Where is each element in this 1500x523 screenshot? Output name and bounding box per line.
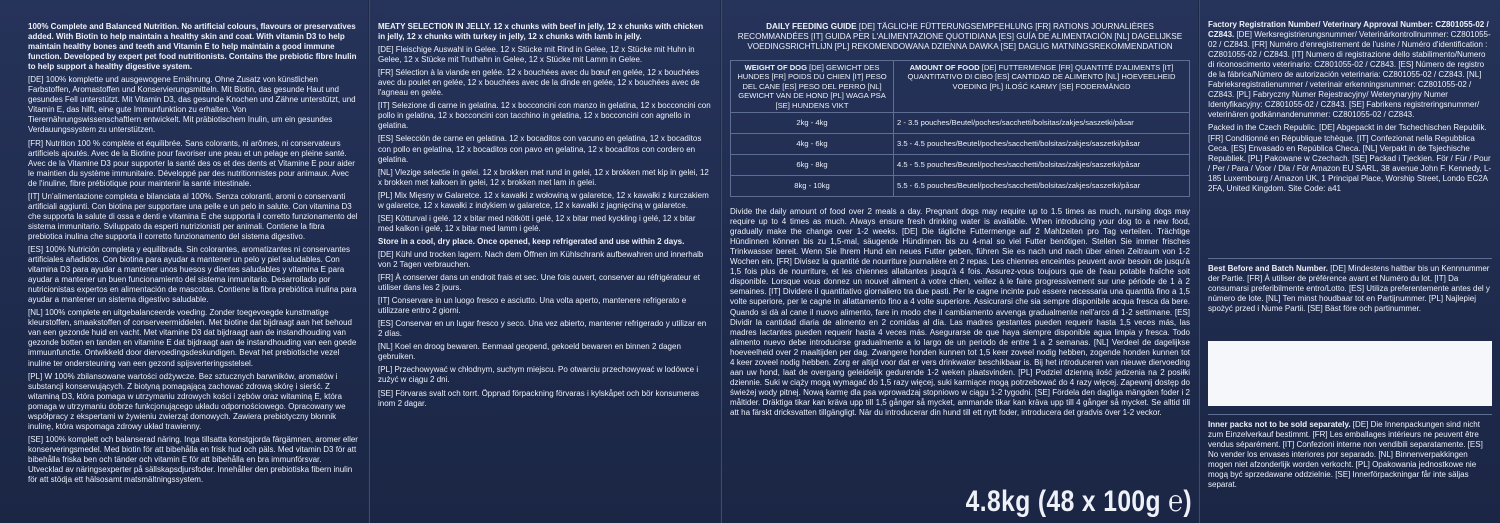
best-before-text: Best Before and Batch Number. [DE] Mindestens haltbar bis un Kennnummer der Partie. [FR] À utiliser de préférence avant et Numéro du lot. [IT] Da consumarsi preferibilmente entro/Lotto. [ES] Utiliza preferentemente antes del y número de lote. [NL] Ten minst houdbaar tot en Partijnummer. [PL] Najlepiej spożyć przed i Nume Partii. [SE] Bäst före och partinummer.	[1208, 264, 1490, 314]
paragraph-text: [ES] 100% Nutrición completa y equilibrada. Sin colorantes, aromatizantes ni conservantes artificiales añadidos. Con biotina para ayudar a mantener un pelo y piel saludables. Con vitamina D3 para ayudar a mantener unos huesos y dientes saludables y vitamina E para ayudar a mantener un buen funcionamiento del sistema inmunitario. Desarrollado por nutricionistas expertos en alimentación de mascotas. Contiene la fibra prebiótica inulina para ayudar a mantener un sistema digestivo saludable.	[28, 244, 357, 305]
paragraph	[378, 101, 712, 131]
paragraph-text: [IT] Conservare in un luogo fresco e asciutto. Una volta aperto, mantenere refrigerato e utilizzare entro 2 giorni.	[378, 296, 687, 316]
paragraph	[378, 68, 712, 98]
paragraph-text: [ES] Conservar en un lugar fresco y seco. Una vez abierto, mantener refrigerado y utilizar en 2 días.	[378, 319, 707, 339]
table-row: 8kg - 10kg 5.5 - 6.5 pouches/Beutel/poches/sacchetti/bolsitas/zakjes/saszetki/påsar	[731, 176, 1190, 197]
paragraph	[378, 45, 712, 65]
paragraph-text: [NL] 100% complete en uitgebalanceerde voeding. Zonder toegevoegde kunstmatige kleurstoffen, smaakstoffen of conserveermiddelen. Met biotine dat bijdraagt aan het behoud van een gezonde huid en vacht. Met vitamine D3 dat bijdraagt aan de instandhouding van gezonde botten en tanden en vitamine E dat bijdraagt aan de instandhouding van een goede immuunfunctie. Ontwikkeld door diervoedingsdeskundigen. Bevat het prebiotische vezel inuline ter ondersteuning van een gezond spijsverteringsstelsel.	[28, 308, 357, 368]
inner-packs-notice: Inner packs not to be sold separately. [DE] Die Innenpackungen sind nicht zum Einzelverkauf bestimmt. [FR] Les emballages intérieurs ne peuvent être vendus séparément. [IT] Confezioni interne non vendibili separatamente. [ES] No vender los envases interiores por separado. [NL] Binnenverpakkingen mogen niet afzonderlijk worden verkocht. [PL] Opakowania jednostkowe nie mogą być sprzedawane oddzielnie. [SE] Innerförpackningar får inte säljas separat.	[1208, 420, 1483, 490]
paragraph	[378, 319, 712, 339]
selection-panel	[370, 0, 720, 523]
paragraph-text: [DE] 100% komplette und ausgewogene Ernährung. Ohne Zusatz von künstlichen Farbstoffen, Aromastoffen und Konservierungsmitteln. Mit Biotin, das gesunde Haut und gesundes Fell unterstützt. Mit Vitamin D3, das gesunde Knochen und Zähne unterstützt, und Vitamin E, das hilft, eine gute Immunfunktion zu erhalten. Von Tierernährungswissenschaftlern entwickelt. Mit präbiotischem Inulin, um ein gesundes Verdauungssystem zu unterstützen.	[28, 75, 356, 135]
paragraph-text: [PL] Przechowywać w chłodnym, suchym miejscu. Po otwarciu przechowywać w lodówce i zużyć w ciągu 2 dni.	[378, 365, 699, 385]
divider-line	[1208, 414, 1492, 415]
paragraph-heading: 100% Complete and Balanced Nutrition. No artificial colours, flavours or preservatives added. With Biotin to help maintain a healthy skin and coat. With vitamin D3 to help maintain healthy bones and teeth and Vitamin E to help maintain a good immune function. Developed by expert pet food nutritionists. Contains the prebiotic fibre Inulin to help support a healthy digestive system.	[28, 22, 357, 72]
paragraph-text: [PL] W 100% zbilansowane wartości odżywcze. Bez sztucznych barwników, aromatów i substancji konserwujących. Z biotyną pomagającą zachować zdrową skórę i sierść. Z witaminą D3, która pomaga w utrzymaniu zdrowych kości i zębów oraz witaminą E, która pomaga w utrzymaniu dobrze funkcjonującego układu odpornościowego. Opracowany we współpracy z ekspertami w żywieniu zwierząt domowych. Zawiera prebiotyczny błonnik inulinę, która wspomaga zdrowy układ trawienny.	[28, 371, 346, 431]
paragraph-text: [FR] À conserver dans un endroit frais et sec. Une fois ouvert, conserver au réfrigérateur et utiliser dans les 2 jours.	[378, 273, 700, 293]
paragraph	[378, 342, 712, 362]
nutrition-text	[28, 22, 358, 485]
feeding-guide-panel	[722, 0, 1198, 523]
paragraph	[378, 389, 712, 409]
paragraph	[378, 273, 712, 293]
net-weight: 4.8kg (48 x 100g ℮)	[965, 485, 1192, 518]
paragraph	[378, 250, 712, 270]
feeding-instructions: Divide the daily amount of food over 2 meals a day. Pregnant dogs may require up to 1.5 times as much, nursing dogs may require up to 4 times as much. Always ensure fresh drinking water is available. When introducing your dog to a new food, gradually make the change over 1-2 weeks. [DE] Die tägliche Futtermenge auf 2 Mahlzeiten pro Tag verteilen. Trächtige Hündinnen können bis zu 1,5-mal, säugende Hündinnen bis zu 4-mal so viel Futter benötigen. Stellen Sie immer frisches Trinkwasser bereit. Wenn Sie Ihrem Hund ein neues Futter geben, führen Sie es nach und nach über einen Zeitraum von 1-2 Wochen ein. [FR] Divisez la quantité de nourriture journalière en 2 repas. Les chiennes enceintes peuvent avoir besoin de jusqu'à 1,5 fois plus de nourriture, et les chiennes allaitantes jusqu'à 4 fois. Assurez-vous toujours que de l'eau potable fraîche soit disponible. Lorsque vous donnez un nouvel aliment à votre chien, veillez à le faire progressivement sur une période de 1 à 2 semaines. [IT] Dividere il quantitativo giornaliero tra due pasti. Per le cagne incinte può essere necessaria una quantità fino a 1,5 volte superiore, per le cagne in allattamento fino a 4 volte superiore. Assicurarsi che sia sempre disponibile acqua fresca da bere. Quando si dà al cane il nuovo alimento, fare in modo che il cambiamento avvenga gradualmente nell'arco di 1-2 settimane. [ES] Dividir la cantidad diaria de alimento en 2 comidas al día. Las madres gestantes pueden requerir hasta 1,5 veces más, las madres lactantes pueden requerir hasta 4 veces más. Asegurarse de que haya siempre disponible agua limpia y fresca. Todo alimento nuevo debe introducirse gradualmente a lo largo de un periodo de entre 1 a 2 semanas. [NL] Verdeel de dagelijkse hoeveelheid over 2 maaltijden per dag. Zwangere honden kunnen tot 1,5 keer zoveel nodig hebben, zogende honden kunnen tot 4 keer zoveel nodig hebben. Zorg er altijd voor dat er vers drinkwater beschikbaar is. Bij het introduceren van nieuwe diervoeding aan uw hond, laat de overgang geleidelijk gedurende 1-2 weken plaatsvinden. [PL] Podziel dzienną ilość jedzenia na 2 posiłki dziennie. Suki w ciąży mogą wymagać do 1,5 razy więcej, suki karmiące mogą potrzebować do 4 razy więcej. Zapewnij dostęp do świeżej wody pitnej. Nową karmę dla psa wprowadzaj stopniowo w ciągu 1-2 tygodni. [SE] Fördela den dagliga mängden foder i 2 måltider. Dräktiga tikar kan kräva upp till 1,5 gånger så mycket, ammande tikar kan kräva upp till 4 gånger så mycket. Se alltid till att ha färskt dricksvatten tillgängligt. När du introducerar din hund till ett nytt foder, introducera det gradvis över 1-2 veckor.	[730, 207, 1190, 417]
paragraph	[28, 435, 358, 485]
paragraph-text: [DE] Kühl und trocken lagern. Nach dem Öffnen im Kühlschrank aufbewahren und innerhalb von 2 Tagen verbrauchen.	[378, 249, 704, 269]
table-row: 4kg - 6kg 3.5 - 4.5 pouches/Beutel/poches/sacchetti/bolsitas/zakjes/saszetki/påsar	[731, 134, 1190, 155]
paragraph-text: [PL] Mix Mięsny w Galaretce. 12 x kawałki z wołowiną w galaretce, 12 x kawałki z kurczakiem w galaretce, 12 x kawałki z indykiem w galaretce, 12 x kawałki z jagnięciną w galaretce.	[378, 190, 709, 210]
divider-line	[1208, 258, 1492, 259]
paragraph	[28, 75, 358, 135]
paragraph-text: [SE] Kötturval i gelé. 12 x bitar med nötkött i gelé, 12 x bitar med kyckling i gelé, 12 x bitar med kalkon i gelé, 12 x bitar med lamm i gelé.	[378, 213, 696, 233]
paragraph-text: [IT] Un'alimentazione completa e bilanciata al 100%. Senza coloranti, aromi o conservanti artificiali aggiunti. Con biotina per supportare una pelle e un pelo in salute. Con vitamina D3 che supporta la salute di ossa e denti e vitamina E che supporta il corretto funzionamento del sistema immunitario. Sviluppato da esperti nutrizionisti per animali. Contiene la fibra prebiotica inulina che supporta il corretto funzionamento del sistema digestivo.	[28, 191, 358, 241]
paragraph-text: [FR] Sélection à la viande en gelée. 12 x bouchées avec du bœuf en gelée, 12 x bouchées avec du poulet en gelée, 12 x bouchées avec de la dinde en gelée, 12 x bouchées avec de l'agneau en gelée.	[378, 68, 700, 98]
paragraph	[378, 168, 712, 188]
feeding-guide-table	[730, 60, 1190, 197]
paragraph	[378, 296, 712, 316]
nutrition-panel	[0, 0, 368, 523]
paragraph	[378, 365, 712, 385]
paragraph	[378, 22, 712, 42]
paragraph-text: [IT] Selezione di carne in gelatina. 12 x bocconcini con manzo in gelatina, 12 x bocconcini con pollo in gelatina, 12 x bocconcini con tacchino in gelatina, 12 x bocconcini con agnello in gelatina.	[378, 101, 711, 131]
paragraph-text: [FR] Nutrition 100 % complète et équilibrée. Sans colorants, ni arômes, ni conservateurs artificiels ajoutés. Avec de la Biotine pour favoriser une peau et un pelage en pleine santé. Avec de la Vitamine D3 pour supporter la santé des os et des dents et Vitamine E pour aider le maintien du système immunitaire. Développé par des nutritionnistes pour animaux. Avec de l'inuline, fibre prébiotique pour maintenir la santé intestinale.	[28, 138, 355, 188]
paragraph	[28, 22, 358, 72]
paragraph	[28, 308, 358, 368]
paragraph-heading: Store in a cool, dry place. Once opened, keep refrigerated and use within 2 days.	[378, 236, 685, 246]
paragraph	[378, 214, 712, 234]
selection-text	[378, 22, 712, 409]
paragraph	[28, 372, 358, 432]
paragraph	[28, 245, 358, 305]
paragraph-text: [SE] Förvaras svalt och torrt. Öppnad förpackning förvaras i kylskåpet och bör konsumeras inom 2 dagar.	[378, 388, 700, 408]
paragraph	[378, 237, 712, 247]
paragraph	[378, 134, 712, 164]
paragraph	[378, 191, 712, 211]
paragraph-text: [NL] Koel en droog bewaren. Eenmaal geopend, gekoeld bewaren en binnen 2 dagen gebruiken.	[378, 342, 681, 362]
paragraph-text: [DE] Fleischige Auswahl in Gelee. 12 x Stücke mit Rind in Gelee, 12 x Stücke mit Huhn in Gelee, 12 x Stücke mit Truthahn in Gelee, 12 x Stücke mit Lamm in Gelee.	[378, 45, 695, 65]
table-row: 2kg - 4kg 2 - 3.5 pouches/Beutel/poches/sacchetti/bolsitas/zakjes/saszetki/påsar	[731, 113, 1190, 134]
paragraph-heading: MEATY SELECTION IN JELLY. 12 x chunks with beef in jelly, 12 x chunks with chicken in jelly, 12 x chunks with turkey in jelly, 12 x chunks with lamb in jelly.	[378, 22, 704, 42]
registration-panel	[1200, 0, 1500, 523]
feeding-guide-title: DAILY FEEDING GUIDE [DE] TÄGLICHE FÜTTERUNGSEMPFEHLUNG [FR] RATIONS JOURNALIÈRES RECOMMANDÉES [IT] GUIDA PER L'ALIMENTAZIONE QUOTIDIANA [ES] GUÍA DE ALIMENTACIÓN [NL] DAGELIJKSE VOEDINGSRICHTLIJN [PL] REKOMENDOWANA DZIENNA DAWKA [SE] DAGLIG MATNINGSREKOMMENDATION	[737, 22, 1183, 51]
packing-origin: Packed in the Czech Republic. [DE] Abgepackt in der Tschechischen Republik. [FR] Conditionné en République tchèque. [IT] Confezionat nella Repubblica Ceca. [ES] Envasado en República Checa. [NL] Verpakt in de Tsjechische Republiek. [PL] Pakowane w Czechach. [SE] Packad i Tjeckien. För / Für / Pour / Per / Para / Voor / Dla / För Amazon EU SARL, 38 avenue John F. Kennedy, L-185 Luxembourg / Amazon UK, 1 Principal Place, Worship Street, Londo EC2A 2FA, United Kingdom. Site Code: a41	[1208, 123, 1492, 193]
weight-column-header: WEIGHT OF DOG [DE] GEWICHT DES HUNDES [FR] POIDS DU CHIEN [IT] PESO DEL CANE [ES] PESO DEL PERRO [NL] GEWICHT VAN DE HOND [PL] WAGA PSA [SE] HUNDENS VIKT	[731, 61, 894, 113]
paragraph-text: [NL] Vlezige selectie in gelei. 12 x brokken met rund in gelei, 12 x brokken met kip in gelei, 12 x brokken met kalkoen in gelei, 12 x brokken met lam in gelei.	[378, 167, 709, 187]
table-row: 6kg - 8kg 4.5 - 5.5 pouches/Beutel/poches/sacchetti/bolsitas/zakjes/saszetki/påsar	[731, 155, 1190, 176]
paragraph-text: [ES] Selección de carne en gelatina. 12 x bocaditos con vacuno en gelatina, 12 x bocaditos con pollo en gelatina, 12 x bocaditos con pavo en gelatina, 12 x bocaditos con cordero en gelatina.	[378, 134, 702, 164]
batch-code-area	[1208, 341, 1492, 406]
paragraph	[28, 139, 358, 189]
factory-registration: Factory Registration Number/ Veterinary Approval Number: CZ801055-02 / CZ843. [DE] Werksregistrierungsnummer/ Veterinärkontrollnummer: CZ801055-02 / CZ843. [FR] Numéro d'enregistrement de l'usine / Numéro d'identification : CZ801055-02 / CZ843. [IT] Numero di registrazione dello stabilimento/Numero di riconoscimento veterinario: CZ801055-02 / CZ843. [ES] Número de registro de la fábrica/Número de autorización veterinaria: CZ801055-02 / CZ843. [NL] Fabrieksregistratienummer / veterinair erkenningsnummer: CZ801055-02 / CZ843. [PL] Fabryczny Numer Rejestracyjny/ Weterynaryjny Numer Identyfikacyjny: CZ801055-02 / CZ843. [SE] Fabrikens registreringsnummer/ veterinären godkännandenummer: CZ801055-02 / CZ843.	[1208, 20, 1491, 120]
amount-column-header: AMOUNT OF FOOD [DE] FUTTERMENGE [FR] QUANTITÉ D'ALIMENTS [IT] QUANTITATIVO DI CIBO [ES] CANTIDAD DE ALIMENTO [NL] HOEVEELHEID VOEDING [PL] ILOŚĆ KARMY [SE] FODERMÄNGD	[894, 61, 1190, 113]
paragraph-text: [SE] 100% komplett och balanserad näring. Inga tillsatta konstgjorda färgämnen, aromer eller konserveringsmedel. Med biotin för att bibehålla en frisk hud och päls. Med vitamin D3 för att bibehålla friska ben och tänder och vitamin E för att bibehålla en bra immunförsvar. Utvecklad av näringsexperter på sällskapsdjursfoder. Innehåller den prebiotiska fibern inulin för att stödja ett hälsosamt matsmältningssystem.	[28, 434, 358, 485]
paragraph	[28, 192, 358, 242]
